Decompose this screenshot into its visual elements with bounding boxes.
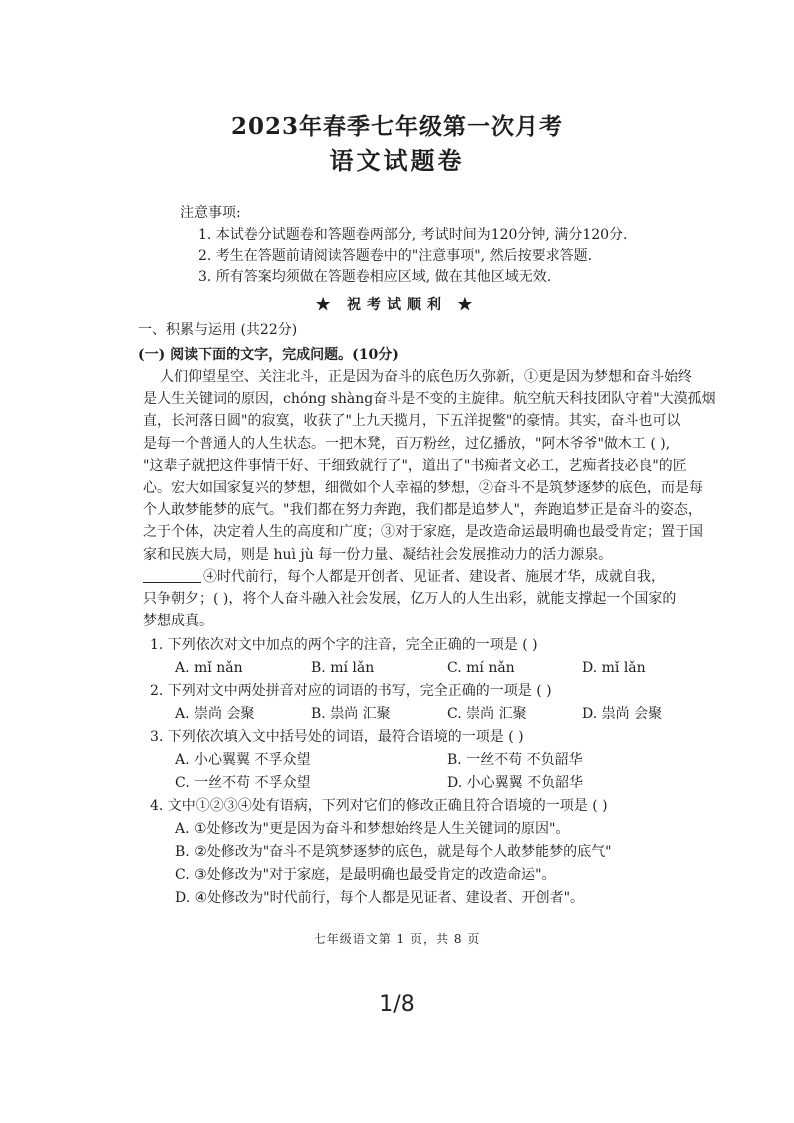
- option: C. 崇尚 汇聚: [447, 706, 527, 722]
- good-luck-banner: ★ 祝考试顺利 ★: [316, 297, 478, 313]
- note-item: 3. 所有答案均须做在答题卷相应区域, 做在其他区域无效.: [198, 269, 552, 285]
- option: C. mí nǎn: [447, 660, 515, 676]
- passage-line: 人们仰望星空、关注北斗，正是因为奋斗的底色历久弥新，①更是因为梦想和奋斗始终: [160, 369, 692, 385]
- question-stem: 4. 文中①②③④处有语病，下列对它们的修改正确且符合语境的一项是 ( ): [150, 798, 608, 814]
- question-stem: 3. 下列依次填入文中括号处的词语，最符合语境的一项是 ( ): [150, 729, 524, 745]
- option: A. ①处修改为"更是因为奋斗和梦想始终是人生关键词的原因"。: [175, 821, 570, 837]
- option: B. ②处修改为"奋斗不是筑梦逐梦的底色，就是每个人敢梦能梦的底气": [175, 844, 612, 860]
- question-stem: 1. 下列依次对文中加点的两个字的注音，完全正确的一项是 ( ): [150, 637, 538, 653]
- exam-title: 2023年春季七年级第一次月考: [230, 113, 563, 140]
- passage-line: 是每一个普通人的人生状态。一把木凳，百万粉丝，过亿播放，"阿木爷爷"做木工 ( ),: [143, 436, 671, 452]
- fill-blank: [143, 568, 201, 583]
- option: B. mí lǎn: [311, 660, 375, 676]
- option: D. mǐ lǎn: [582, 660, 646, 676]
- passage-line: [143, 567, 701, 587]
- option: C. 一丝不苟 不孚众望: [175, 775, 311, 791]
- passage-line: 是人生关键词的原因，chóng shàng奋斗是不变的主旋律。航空航天科技团队守着"大漠孤烟: [143, 391, 716, 407]
- passage-line: 个人敢梦能梦的底气。"我们都在努力奔跑，我们都是追梦人"，奔跑追梦正是奋斗的姿态，: [143, 502, 702, 518]
- option: D. 小心翼翼 不负韶华: [447, 775, 584, 791]
- option: B. 祟尚 汇聚: [311, 706, 391, 722]
- passage-cont-text: ④时代前行，每个人都是开创者、见证者、建设者、施展才华，成就自我，: [203, 569, 665, 585]
- exam-subtitle: 语文试题卷: [329, 146, 465, 175]
- option: B. 一丝不苟 不负韶华: [447, 752, 583, 768]
- option: C. ③处修改为"对于家庭，是最明确也最受肯定的改造命运"。: [175, 867, 556, 883]
- passage-line: 心。宏大如国家复兴的梦想，细微如个人幸福的梦想，②奋斗不是筑梦逐梦的底色，而是每: [143, 480, 703, 496]
- passage-line: 直，长河落日圆"的寂寞，收获了"上九天揽月，下五洋捉鳖"的豪情。其实，奋斗也可以: [143, 413, 681, 429]
- option: A. 崇尚 会聚: [175, 706, 255, 722]
- note-item: 2. 考生在答题前请阅读答题卷中的"注意事项", 然后按要求答题.: [198, 248, 593, 264]
- passage-line: 家和民族大局，则是 huì jù 每一份力量、凝结社会发展推动力的活力源泉。: [143, 547, 613, 563]
- passage-line: 梦想成真。: [143, 613, 213, 629]
- section-heading: 一、积累与运用 (共22分): [138, 322, 298, 338]
- note-item: 1. 本试卷分试题卷和答题卷两部分, 考试时间为120分钟, 满分120分.: [198, 227, 628, 243]
- option: D. 祟尚 会聚: [582, 706, 663, 722]
- passage-line: 只争朝夕；( )，将个人奋斗融入社会发展，亿万人的人生出彩，就能支撑起一个国家的: [143, 591, 677, 607]
- subsection-heading: (一) 阅读下面的文字，完成问题。(10分): [138, 347, 399, 363]
- option: A. 小心翼翼 不孚众望: [175, 752, 311, 768]
- passage-line: "这辈子就把这件事情干好、干细致就行了"，道出了"书痴者文必工，艺痴者技必良"的匠: [143, 458, 687, 474]
- page-footer: 七年级语文第 1 页，共 8 页: [313, 932, 481, 946]
- passage-line: 之于个体，决定着人生的高度和广度；③对于家庭，是改造命运最明确也最受肯定；置于国: [143, 524, 703, 540]
- notes-heading: 注意事项:: [180, 205, 241, 221]
- question-stem: 2. 下列对文中两处拼音对应的词语的书写，完全正确的一项是 ( ): [150, 683, 552, 699]
- option: A. mǐ nǎn: [175, 660, 243, 676]
- option: D. ④处修改为"时代前行，每个人都是见证者、建设者、开创者"。: [175, 890, 585, 906]
- page-indicator: 1/8: [379, 992, 415, 1017]
